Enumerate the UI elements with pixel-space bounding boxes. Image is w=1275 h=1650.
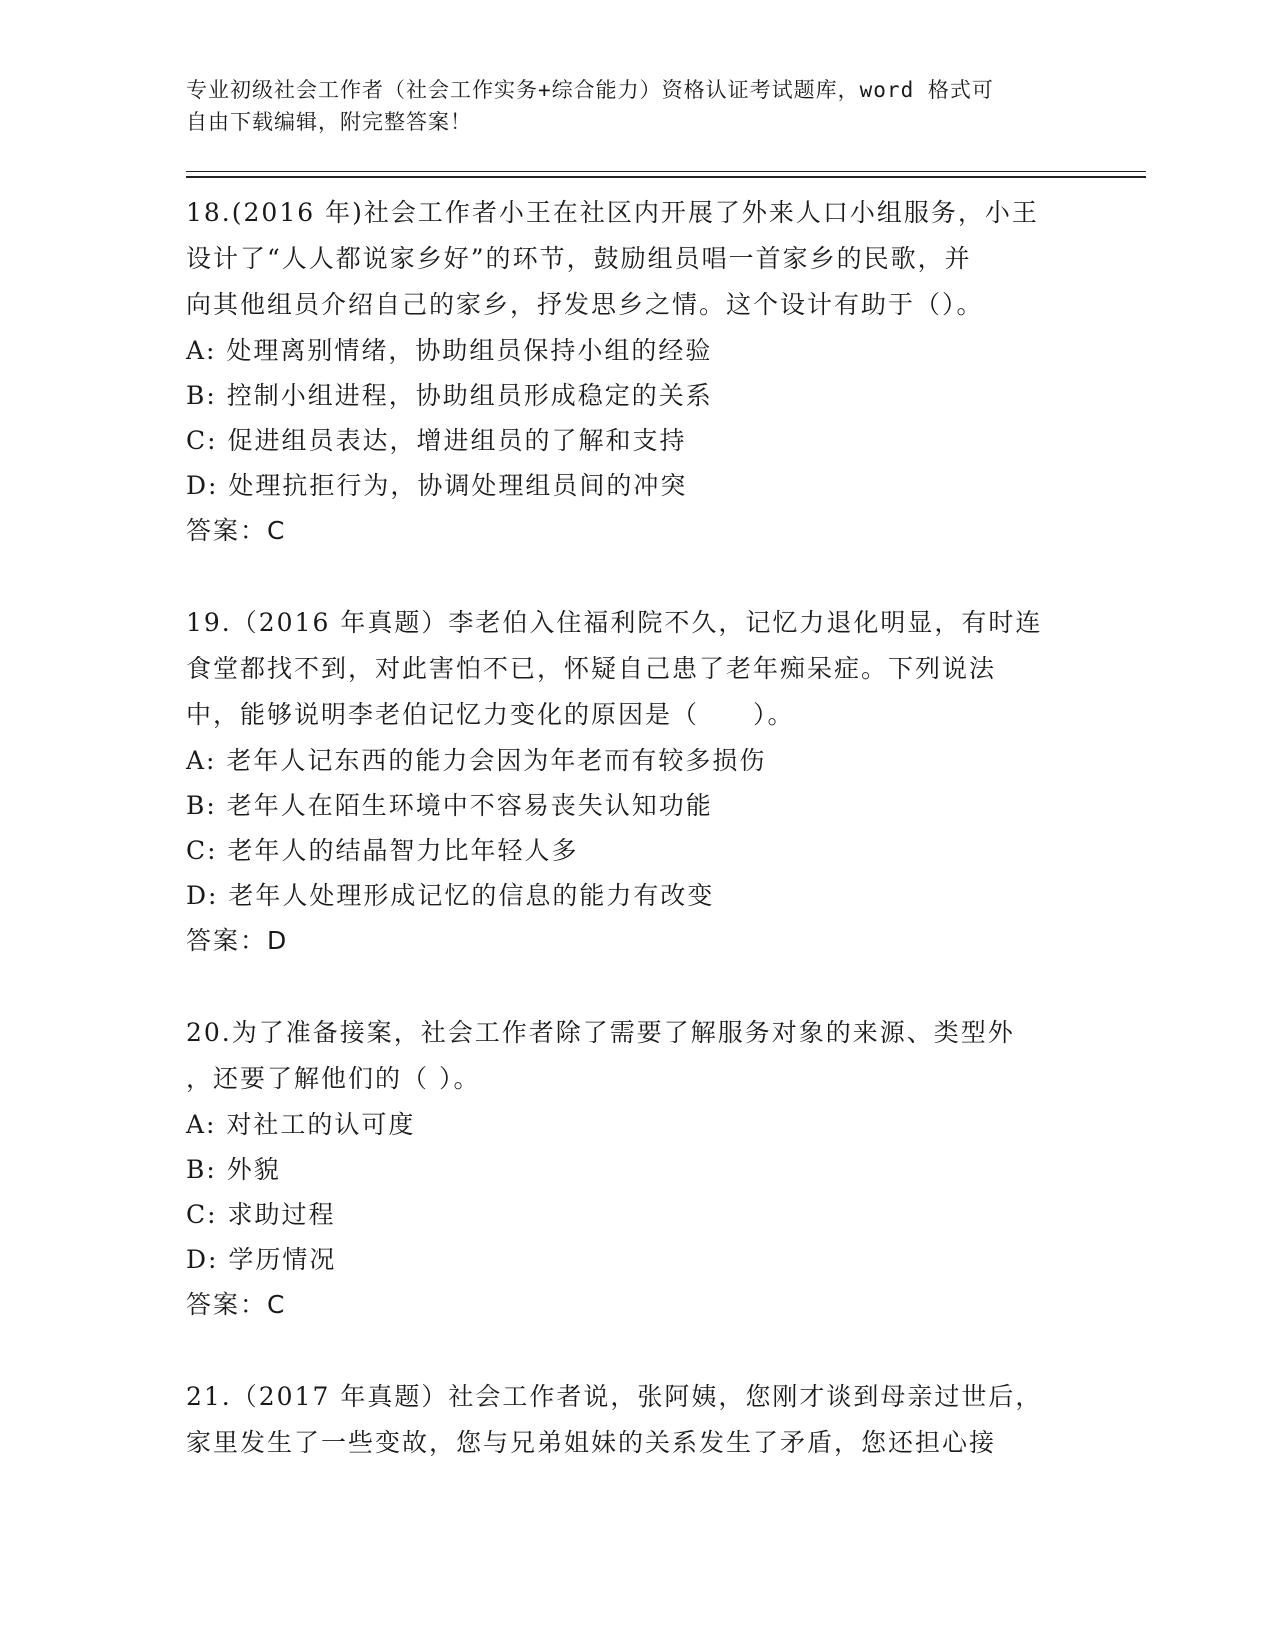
- option-b: B: 控制小组进程，协助组员形成稳定的关系: [186, 381, 713, 410]
- option-a: A: 处理离别情绪，协助组员保持小组的经验: [186, 336, 713, 365]
- spacer: [186, 964, 1086, 1010]
- option-a: A: 对社工的认可度: [186, 1110, 416, 1139]
- answer: 答案：C: [186, 1290, 287, 1319]
- option-a: A: 老年人记东西的能力会因为年老而有较多损伤: [186, 746, 767, 775]
- option-c: C: 促进组员表达，增进组员的了解和支持: [186, 426, 687, 455]
- spacer: [186, 1328, 1086, 1374]
- question-text-line: 21.（2017 年真题）社会工作者说，张阿姨，您刚才谈到母亲过世后，: [186, 1382, 1043, 1411]
- question-text-line: 设计了“人人都说家乡好”的环节，鼓励组员唱一首家乡的民歌，并: [186, 244, 972, 273]
- question-text-line: 19.（2016 年真题）李老伯入住福利院不久，记忆力退化明显，有时连: [186, 608, 1043, 637]
- header-divider-thin: [186, 171, 1146, 172]
- option-d: D: 处理抗拒行为，协调处理组员间的冲突: [186, 471, 688, 500]
- header-divider-thick: [186, 176, 1146, 178]
- question-text-line: 食堂都找不到，对此害怕不已，怀疑自己患了老年痴呆症。下列说法: [186, 654, 997, 683]
- option-c: C: 求助过程: [186, 1200, 336, 1229]
- answer: 答案：D: [186, 926, 289, 955]
- question-text-line: 18.(2016 年)社会工作者小王在社区内开展了外来人口小组服务，小王: [186, 198, 1039, 227]
- option-c: C: 老年人的结晶智力比年轻人多: [186, 836, 579, 865]
- option-b: B: 老年人在陌生环境中不容易丧失认知功能: [186, 791, 713, 820]
- spacer: [186, 554, 1086, 600]
- question-list: [186, 190, 1086, 1466]
- question-21: [186, 1374, 1086, 1466]
- document-header: [186, 74, 1086, 138]
- question-text-line: ，还要了解他们的（ ）。: [186, 1064, 481, 1093]
- option-d: D: 学历情况: [186, 1245, 337, 1274]
- question-text-line: 家里发生了一些变故，您与兄弟姐妹的关系发生了矛盾，您还担心接: [186, 1428, 997, 1457]
- header-line-1: 专业初级社会工作者（社会工作实务+综合能力）资格认证考试题库，word 格式可: [186, 78, 994, 102]
- question-19: [186, 600, 1086, 964]
- option-d: D: 老年人处理形成记忆的信息的能力有改变: [186, 881, 715, 910]
- question-18: [186, 190, 1086, 554]
- question-text-line: 向其他组员介绍自己的家乡，抒发思乡之情。这个设计有助于（）。: [186, 290, 984, 319]
- option-b: B: 外貌: [186, 1155, 281, 1184]
- question-text-line: 中，能够说明李老伯记忆力变化的原因是（ ）。: [186, 700, 795, 729]
- header-line-2: 自由下载编辑，附完整答案！: [186, 110, 472, 134]
- question-text-line: 20.为了准备接案，社会工作者除了需要了解服务对象的来源、类型外: [186, 1018, 1015, 1047]
- question-20: [186, 1010, 1086, 1328]
- answer: 答案：C: [186, 516, 287, 545]
